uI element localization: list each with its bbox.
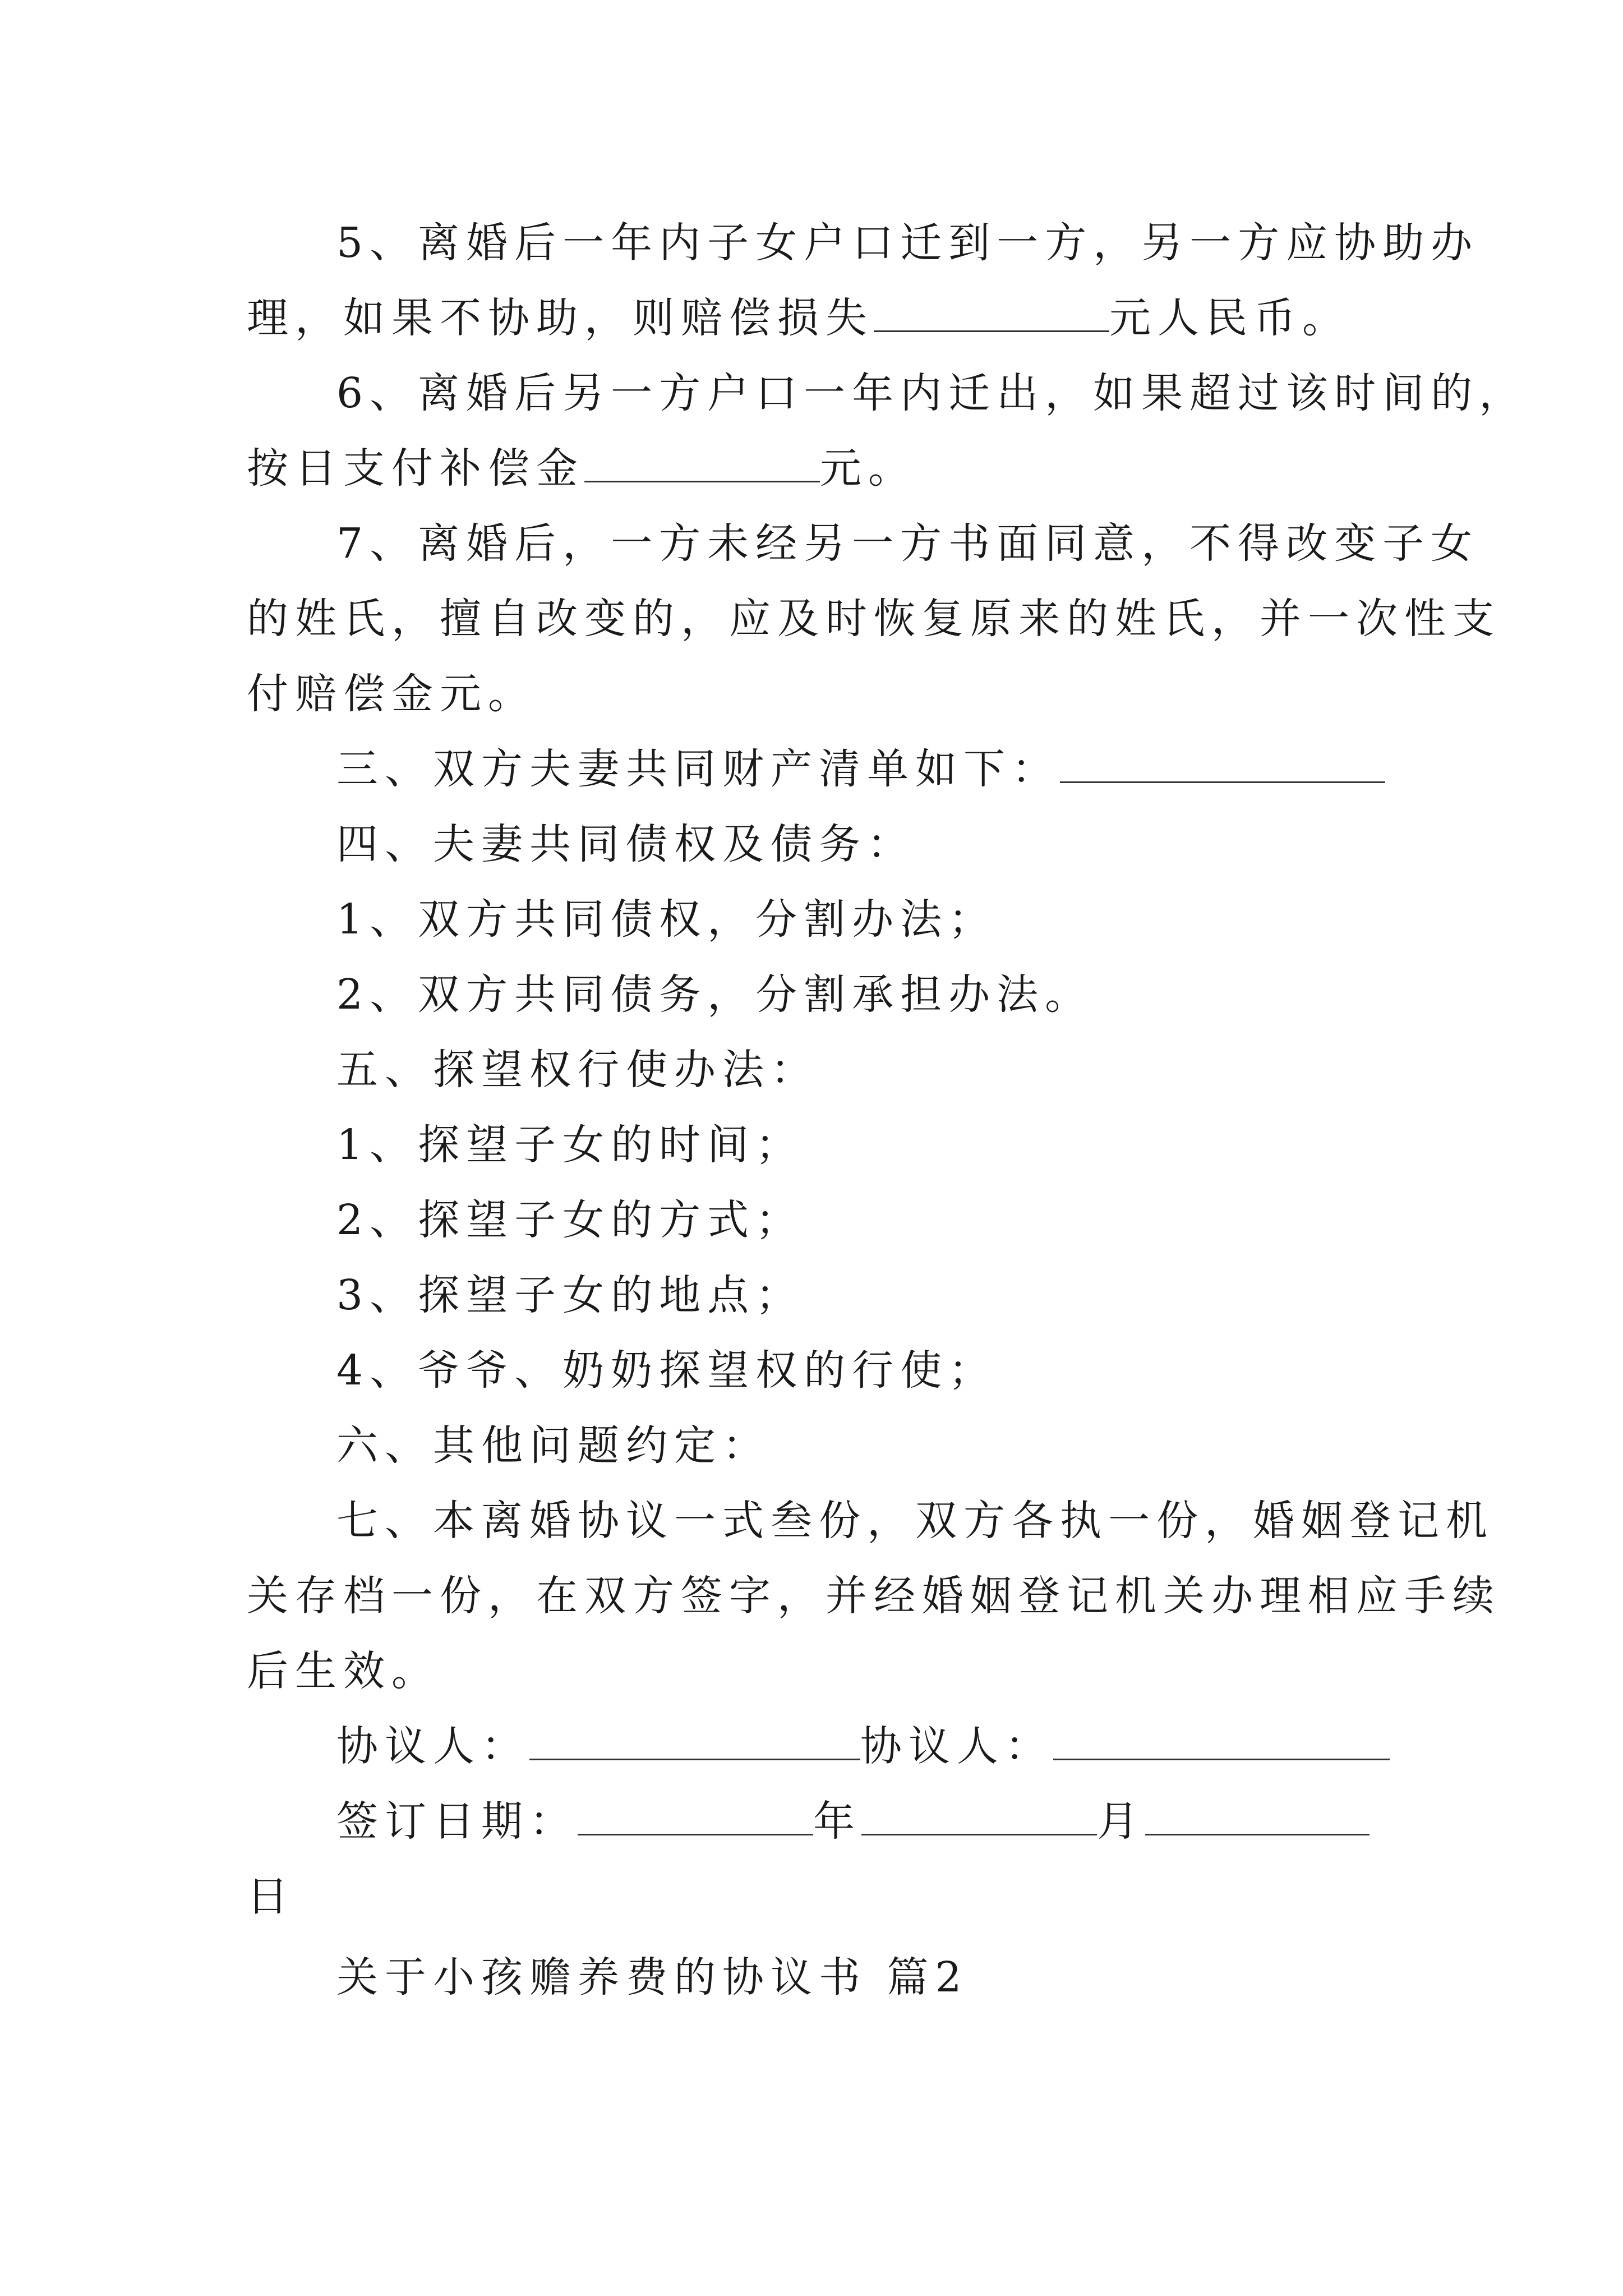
- section-3-heading: 三、双方夫妻共同财产清单如下：: [336, 745, 1060, 793]
- month-blank: [861, 1800, 1097, 1835]
- section-5: [336, 1045, 819, 1095]
- section-4: [336, 819, 915, 869]
- day-label: 日: [247, 1872, 295, 1921]
- date-line-day: [247, 1871, 295, 1922]
- section-5-item-4: [336, 1345, 997, 1396]
- section-5-item-1: [336, 1120, 804, 1170]
- date-line: [336, 1796, 1370, 1847]
- item-5-text: 5、离婚后一年内子女户口迁到一方，另一方应协助办: [336, 219, 1479, 267]
- party-2-label: 协议人：: [860, 1722, 1053, 1770]
- item-7-line-2: [247, 593, 1501, 644]
- next-heading-text: 关于小孩赡养费的协议书 篇2: [336, 1953, 969, 2001]
- item-6-text-b: 元。: [820, 444, 916, 493]
- section-5-item-4-text: 4、爷爷、奶奶探望权的行使；: [336, 1346, 997, 1395]
- item-7-line-3: [247, 669, 536, 719]
- signature-line: [336, 1721, 1390, 1772]
- item-7-text-3: 付赔偿金元。: [247, 670, 536, 718]
- section-7-line-1: [336, 1496, 1494, 1546]
- section-7-text-2: 关存档一份，在双方签字，并经婚姻登记机关办理相应手续: [247, 1572, 1501, 1620]
- section-4-item-2: [336, 969, 1093, 1020]
- section-5-item-3-text: 3、探望子女的地点；: [336, 1271, 804, 1319]
- item-5-line-2: [247, 293, 1350, 343]
- date-label: 签订日期：: [336, 1797, 578, 1846]
- item-5-line-1: [336, 218, 1479, 268]
- section-5-item-3: [336, 1270, 804, 1320]
- party-1-label: 协议人：: [336, 1722, 529, 1770]
- item-6-line-2: [247, 443, 916, 494]
- section-5-item-1-text: 1、探望子女的时间；: [336, 1121, 804, 1169]
- daily-compensation-blank: [584, 447, 820, 482]
- section-7-text-3: 后生效。: [247, 1647, 440, 1695]
- section-4-item-1: [336, 894, 997, 945]
- item-5-text-a: 理，如果不协助，则赔偿损失: [247, 294, 874, 342]
- section-5-item-2-text: 2、探望子女的方式；: [336, 1196, 804, 1244]
- item-6-text-a: 按日支付补偿金: [247, 444, 584, 493]
- section-4-item-2-text: 2、双方共同债务，分割承担办法。: [336, 970, 1094, 1019]
- section-4-item-1-text: 1、双方共同债权，分割办法；: [336, 895, 997, 944]
- section-4-heading: 四、夫妻共同债权及债务：: [336, 820, 915, 868]
- day-blank: [1145, 1800, 1370, 1835]
- item-6-line-1: [336, 368, 1527, 418]
- section-7-line-3: [247, 1646, 440, 1696]
- item-5-text-b: 元人民币。: [1109, 294, 1350, 342]
- section-7-line-2: [247, 1571, 1501, 1621]
- section-7-text-1: 七、本离婚协议一式叁份，双方各执一份，婚姻登记机: [336, 1497, 1494, 1545]
- item-7-text-1: 7、离婚后，一方未经另一方书面同意，不得改变子女: [336, 519, 1479, 568]
- section-5-item-2: [336, 1195, 804, 1245]
- next-agreement-heading: [336, 1952, 969, 2003]
- section-3: [336, 744, 1385, 794]
- year-blank: [578, 1800, 813, 1835]
- property-list-blank: [1060, 748, 1385, 783]
- year-label: 年: [813, 1797, 861, 1846]
- month-label: 月: [1097, 1797, 1145, 1846]
- section-5-heading: 五、探望权行使办法：: [336, 1046, 819, 1094]
- section-6-heading: 六、其他问题约定：: [336, 1421, 771, 1470]
- item-7-line-1: [336, 518, 1479, 569]
- compensation-blank: [874, 297, 1109, 332]
- item-6-text: 6、离婚后另一方户口一年内迁出，如果超过该时间的，: [336, 369, 1528, 417]
- item-7-text-2: 的姓氏，擅自改变的，应及时恢复原来的姓氏，并一次性支: [247, 595, 1501, 643]
- section-6: [336, 1420, 771, 1471]
- party-2-blank: [1053, 1725, 1390, 1760]
- party-1-blank: [529, 1725, 860, 1760]
